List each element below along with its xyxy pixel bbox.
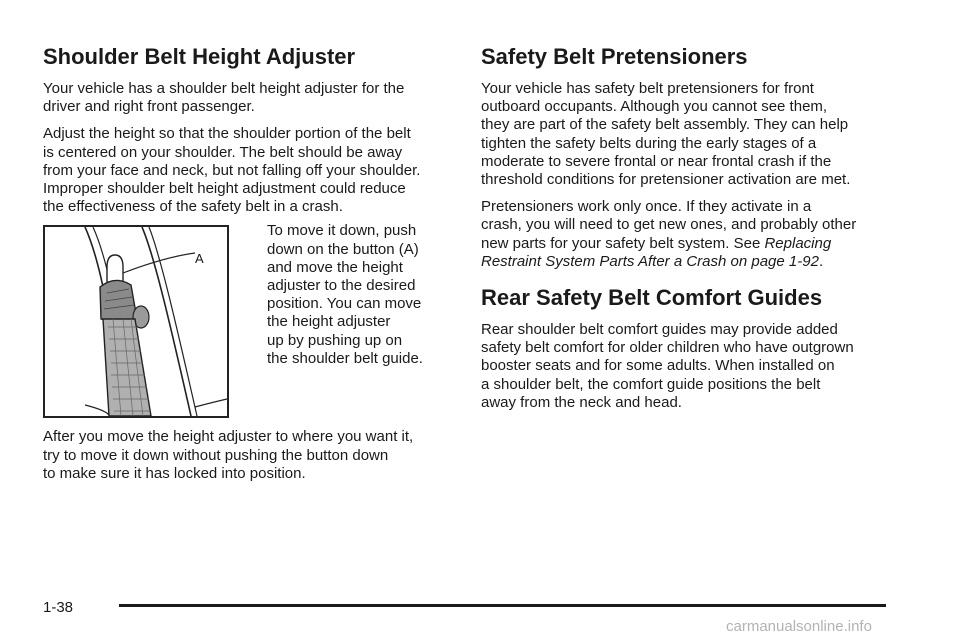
figure-label-a: A bbox=[195, 251, 204, 267]
paragraph-comfort-guides: Rear shoulder belt comfort guides may provide added safety belt comfort for older children who have outgrown booster seats and for some adults. When installed on a shoulder belt, the comfort guide positions the belt away from the neck and head. bbox=[481, 321, 854, 411]
paragraph-move-down: To move it down, push down on the button (A) and move the height adjuster to the desired position. You can move the height adjuster up by pushing up on the shoulder belt guide. bbox=[267, 222, 423, 367]
belt-adjuster-drawing bbox=[45, 227, 227, 416]
cross-reference-link[interactable]: Replacing Restraint System Parts After a Crash on page 1-92 bbox=[481, 234, 832, 270]
right-column bbox=[481, 44, 899, 421]
paragraph-intro: Your vehicle has a shoulder belt height adjuster for the driver and right front passenger. bbox=[43, 80, 405, 116]
section-title-height-adjuster: Shoulder Belt Height Adjuster bbox=[43, 44, 356, 69]
paragraph-lock-check: After you move the height adjuster to where you want it, try to move it down without pushing the button down to make sure it has locked into position. bbox=[43, 428, 414, 482]
paragraph-pretensioners: Your vehicle has safety belt pretensioners for front outboard occupants. Although you cannot see them, they are part of the safety belt assembly. They can help tighten the safety belts during the early stages of a moderate to severe frontal or near frontal crash if the threshold conditions for pretensioner activation are met. bbox=[481, 80, 851, 189]
footer-rule bbox=[119, 604, 886, 607]
left-column bbox=[43, 44, 451, 492]
work-once-text: Pretensioners work only once. If they activate in a crash, you will need to get new ones, and probably other new parts for your safety belt system. See bbox=[481, 198, 857, 252]
watermark: carmanualsonline.info bbox=[726, 618, 872, 635]
figure-caption bbox=[267, 222, 423, 368]
paragraph-work-once bbox=[481, 198, 899, 271]
section-title-comfort-guides: Rear Safety Belt Comfort Guides bbox=[481, 285, 823, 311]
page-number: 1-38 bbox=[43, 599, 74, 616]
paragraph-adjust: Adjust the height so that the shoulder portion of the belt is centered on your shoulder. The belt should be away from your face and neck, but not falling off your shoulder. Improper shoulder belt height adjustment could reduce the effectiveness of the safety belt in a crash. bbox=[43, 125, 421, 216]
work-once-end: . bbox=[818, 252, 824, 270]
height-adjuster-illustration bbox=[43, 225, 229, 418]
section-title-pretensioners: Safety Belt Pretensioners bbox=[481, 44, 748, 69]
figure-row bbox=[43, 222, 451, 418]
